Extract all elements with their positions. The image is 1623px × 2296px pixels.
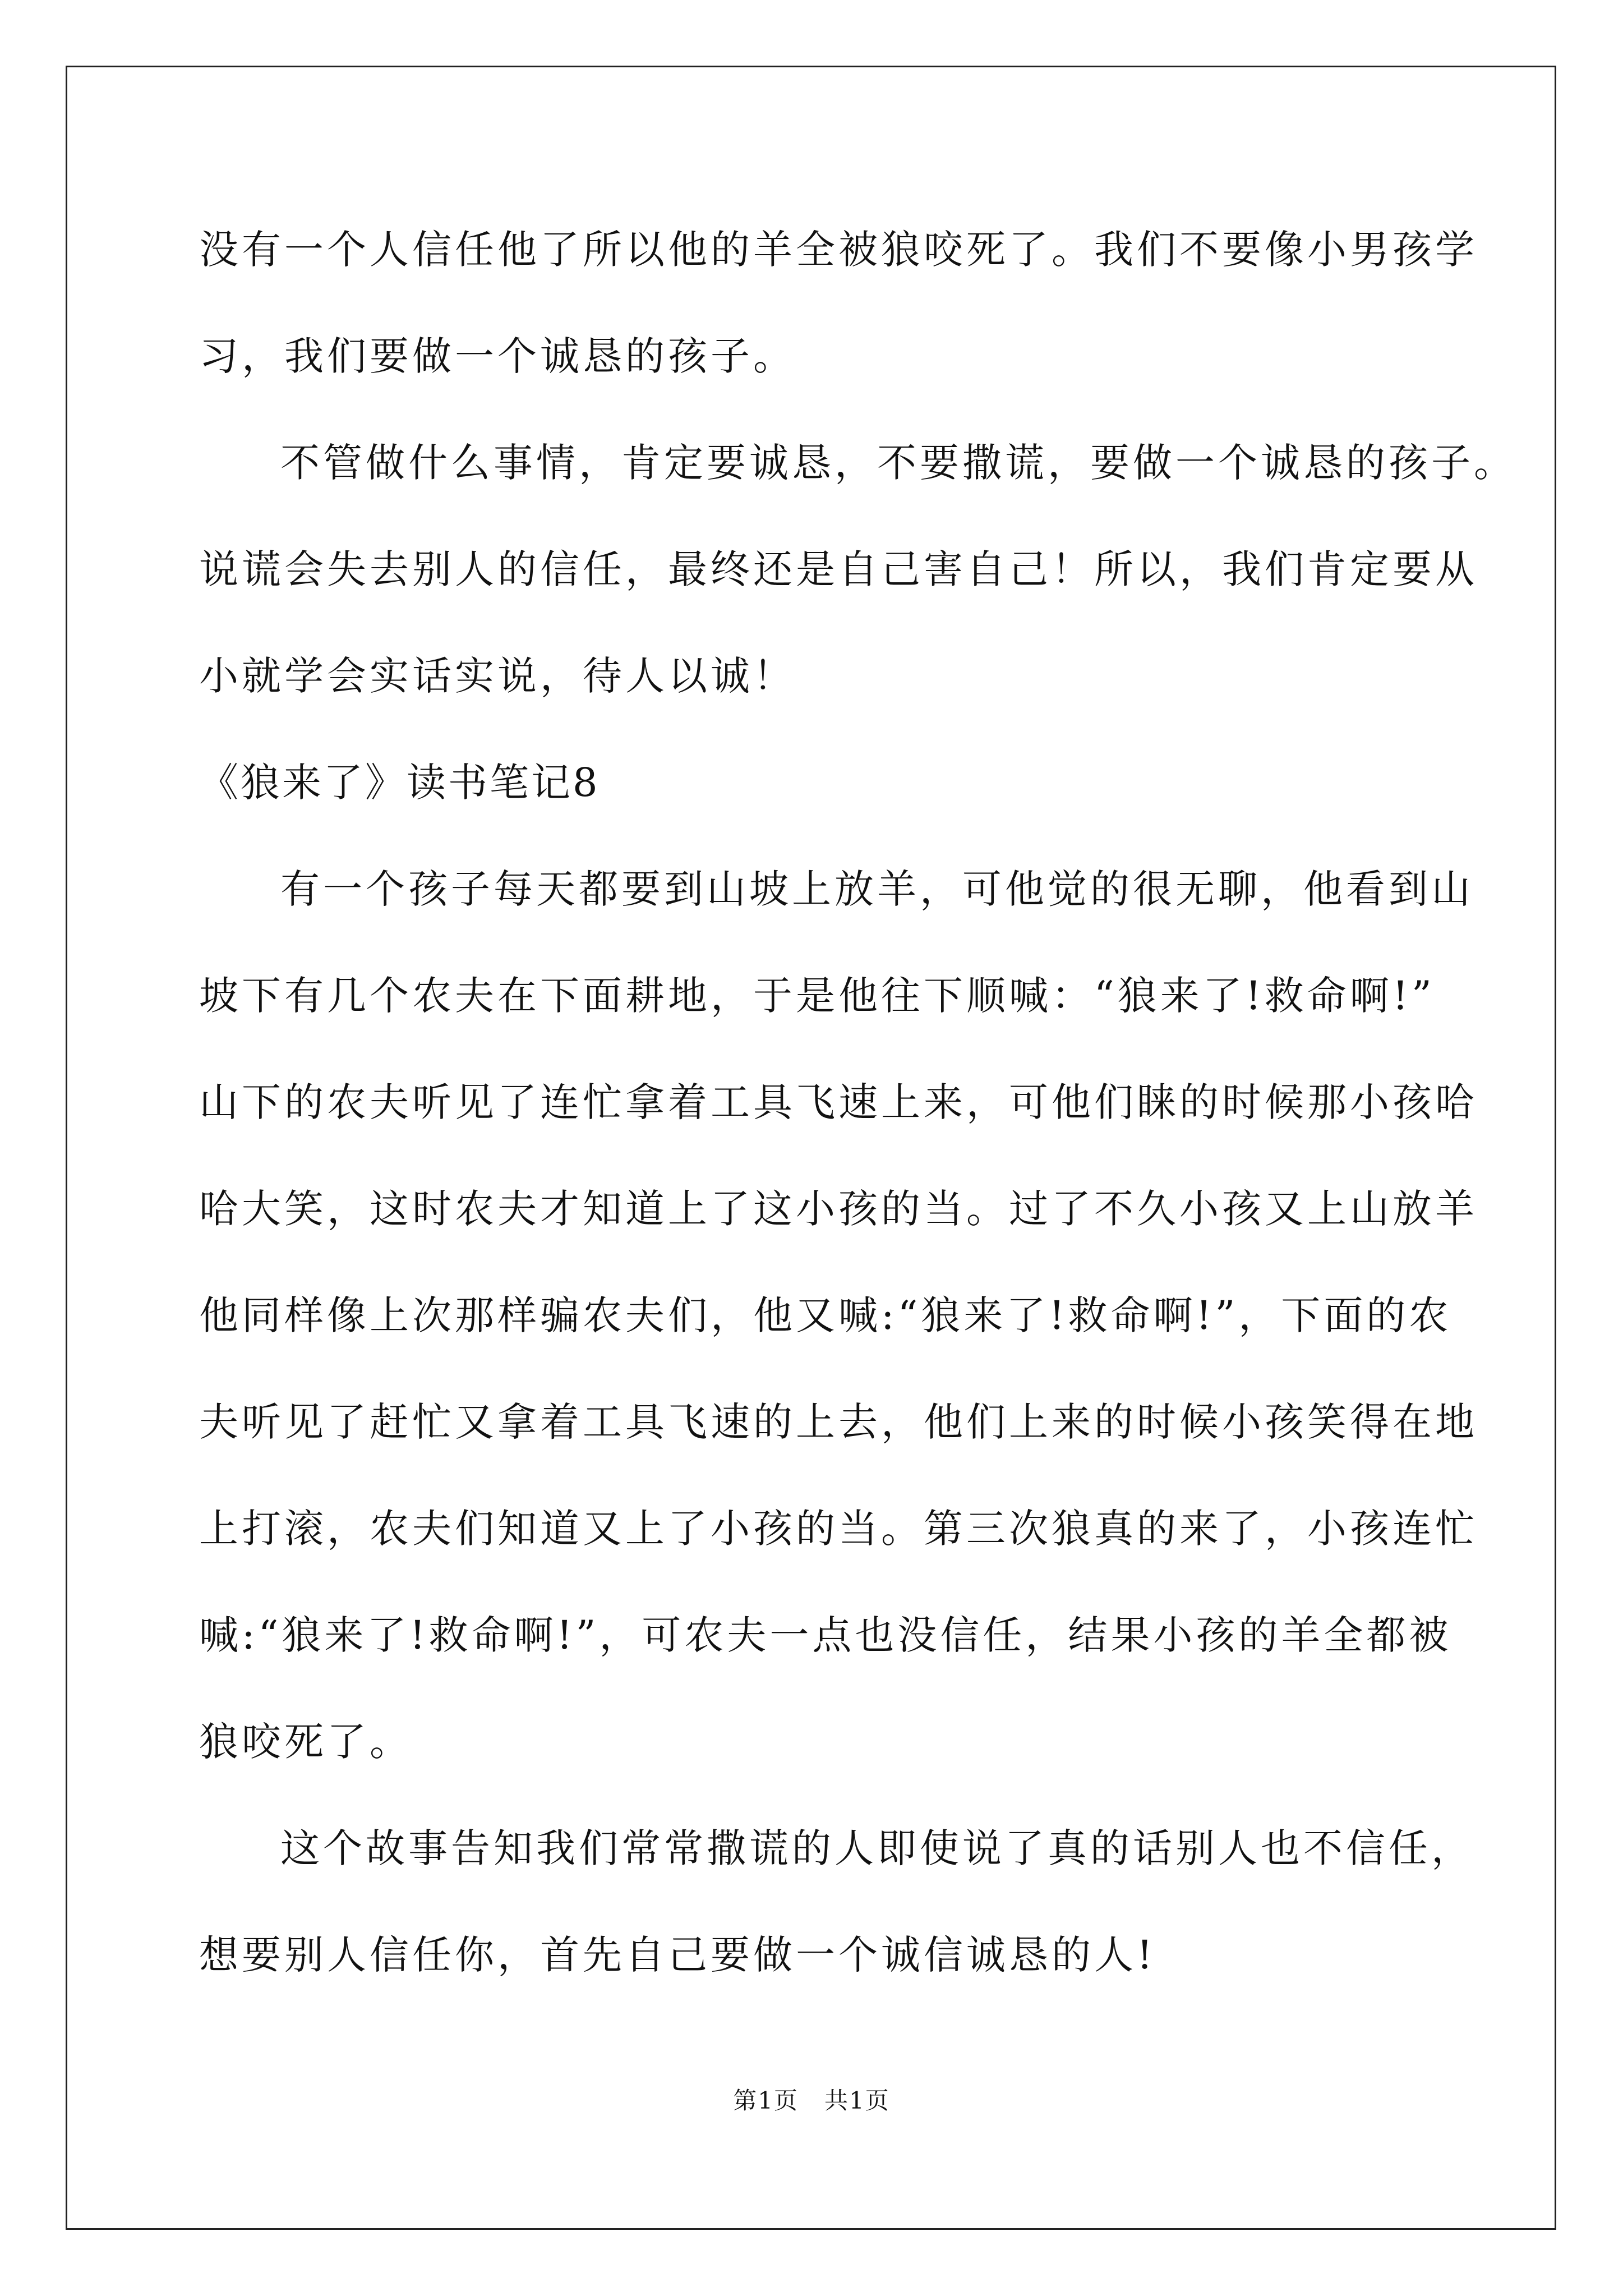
text-line: 狼咬死了。 <box>199 1719 412 1765</box>
text-line: 山下的农夫听见了连忙拿着工具飞速上来，可他们睐的时候那小孩哈 <box>199 1079 1478 1125</box>
text-line: 小就学会实话实说，待人以诚！ <box>199 653 796 699</box>
total-pages: 共1页 <box>824 2087 890 2114</box>
text-line: 坡下有几个农夫在下面耕地，于是他往下顺喊：“狼来了!救命啊!” <box>199 973 1435 1019</box>
text-line: 没有一个人信任他了所以他的羊全被狼咬死了。我们不要像小男孩学 <box>199 227 1478 273</box>
document-body <box>199 196 1516 2008</box>
text-line: 说谎会失去别人的信任，最终还是自己害自己！所以，我们肯定要从 <box>199 546 1478 592</box>
page-number: 第1页 <box>733 2087 799 2114</box>
text-line: 有一个孩子每天都要到山坡上放羊，可他觉的很无聊，他看到山 <box>280 866 1474 912</box>
text-line: 不管做什么事情，肯定要诚恳，不要撒谎，要做一个诚恳的孩子。 <box>280 440 1516 486</box>
text-line: 他同样像上次那样骗农夫们，他又喊:“狼来了!救命啊!”，下面的农 <box>199 1292 1452 1338</box>
text-line: 上打滚，农夫们知道又上了小孩的当。第三次狼真的来了，小孩连忙 <box>199 1506 1478 1552</box>
text-line: 喊:“狼来了!救命啊!”，可农夫一点也没信任，结果小孩的羊全都被 <box>199 1612 1452 1658</box>
text-line: 习，我们要做一个诚恳的孩子。 <box>199 333 796 379</box>
text-line: 这个故事告知我们常常撒谎的人即使说了真的话别人也不信任， <box>280 1825 1474 1871</box>
text-line: 夫听见了赶忙又拿着工具飞速的上去，他们上来的时候小孩笑得在地 <box>199 1399 1478 1445</box>
text-line: 想要别人信任你，首先自己要做一个诚信诚恳的人! <box>199 1932 1156 1978</box>
section-heading: 《狼来了》读书笔记8 <box>199 760 600 806</box>
page-footer <box>0 2084 1623 2118</box>
text-line: 哈大笑，这时农夫才知道上了这小孩的当。过了不久小孩又上山放羊 <box>199 1186 1478 1232</box>
